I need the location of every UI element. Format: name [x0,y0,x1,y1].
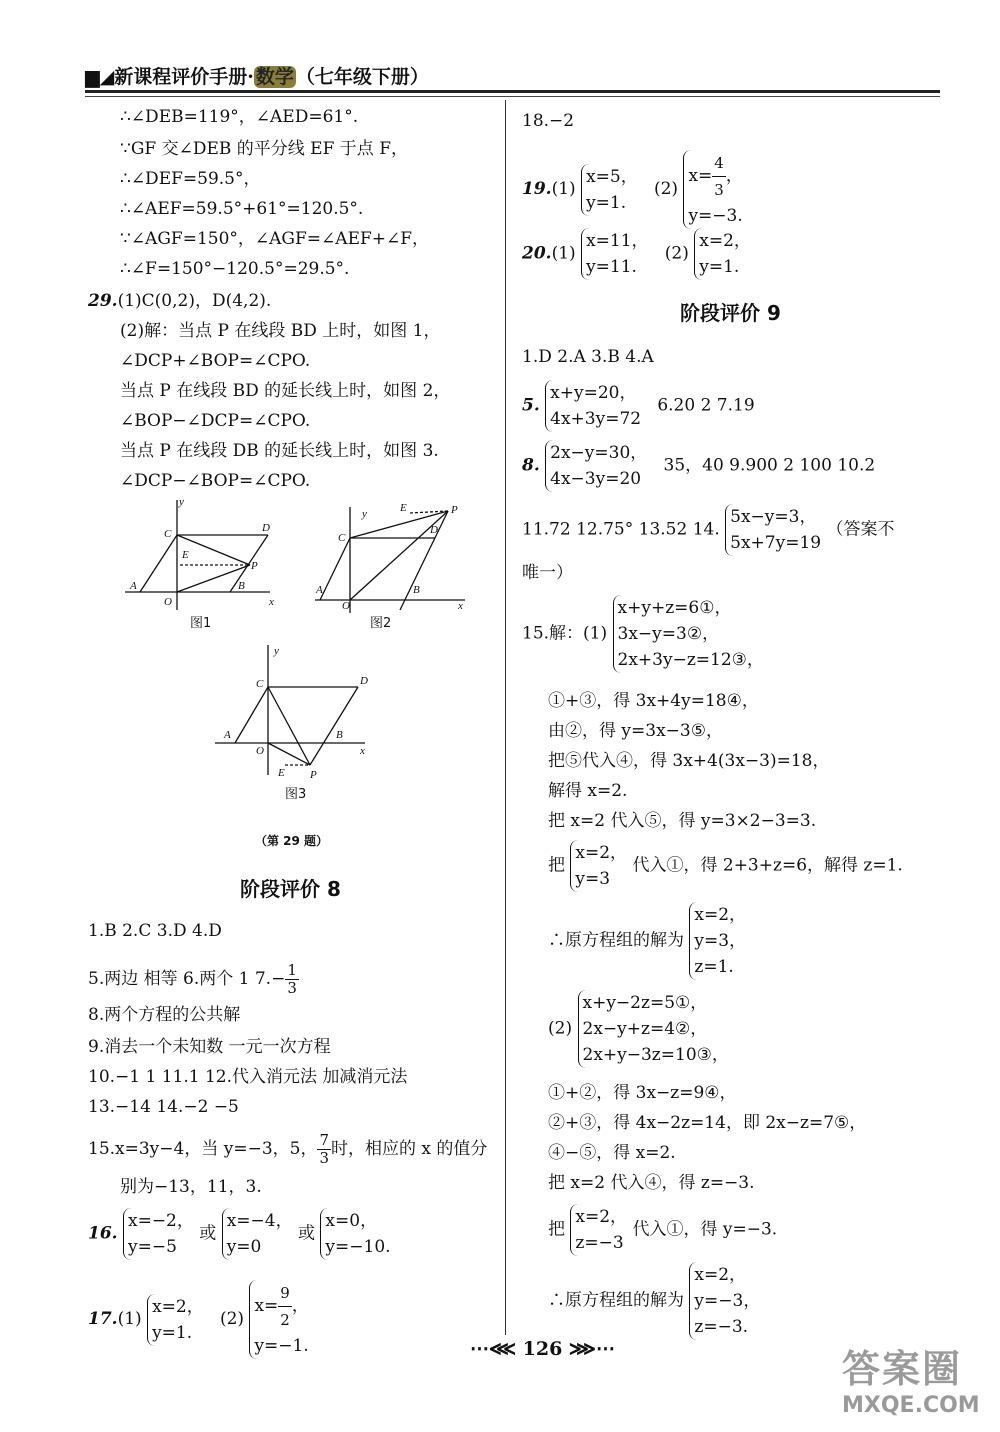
proof-line: ∴∠F=150°−120.5°=29.5°. [120,259,350,279]
svg-text:A: A [224,729,231,741]
solution-step: 把 x=2 代入⑤，得 y=3×2−3=3. [548,811,817,831]
svg-text:D: D [430,524,438,536]
equation: y=1. [586,192,627,213]
svg-text:P: P [451,504,458,516]
equation: 5x−y=3， [730,507,817,527]
numerator: 4 [712,150,726,177]
equation-system [689,902,746,980]
answer-text: 或 [298,1223,316,1244]
answer-text: 时，相应的 x 的值分 [331,1139,488,1159]
equation: x=2， [699,231,751,251]
answer-text: 当点 P 在线段 DB 的延长线上时，如图 3. [120,441,439,461]
equation: y=0 [226,1237,262,1257]
equation: z=−3 [575,1233,624,1253]
question-number: 8. [522,455,540,476]
numerator: 9 [278,1280,292,1307]
solution-step: 由②，得 y=3x−3⑤， [548,721,723,741]
question-number: 5. [522,395,540,416]
figure-group-caption: （第 29 题） [255,834,329,848]
figure-caption: 图3 [285,787,307,802]
part-label: (1) [117,1309,142,1329]
question-number: 19. [522,179,552,199]
proof-line: ∴∠DEB=119°，∠AED=61°. [120,107,359,127]
svg-text:E: E [400,502,407,514]
svg-text:A: A [130,580,137,592]
svg-text:E: E [182,549,189,561]
svg-text:C: C [338,532,346,544]
equation: 3x−y=3②， [617,624,720,644]
part-label: (2) [219,1309,245,1329]
svg-text:C: C [256,678,264,690]
denominator: 3 [287,979,297,997]
header-rule [85,90,940,93]
solution-step: ④−⑤，得 x=2. [548,1143,676,1163]
equation-system [545,440,647,492]
equation: y=3， [694,931,747,951]
equation: 2x−y+z=4②， [582,1019,708,1039]
equation: y=−10. [325,1237,391,1257]
proof-line: ∵∠AGF=150°，∠AGF=∠AEF+∠F， [120,229,430,249]
part-label: (2) [548,1018,573,1039]
book-icon: ▆◢ [85,66,115,88]
equation-system [581,164,638,216]
svg-text:P: P [310,769,317,780]
svg-text:B: B [413,584,420,596]
fraction [278,1280,292,1333]
answer-text: 或 [199,1223,217,1244]
answer-text: 35，40 9.900 2 100 10.2 [663,455,876,476]
solution-step: ①+②，得 3x−z=9④， [548,1083,737,1103]
solution-step: 把 x=2 代入④，得 z=−3. [548,1173,755,1193]
equation-system [613,595,764,673]
svg-text:x: x [269,596,274,608]
solution-step: 解得 x=2. [548,781,628,801]
equation: 2x−y=30， [550,443,648,463]
svg-text:O: O [256,745,264,757]
ornament-right-icon: ⋙⋯ [562,1338,615,1360]
equation-system [570,1204,627,1256]
answer-text: 别为−13，11，3. [120,1177,262,1197]
figure-caption: 图1 [190,616,212,631]
proof-line: ∵GF 交∠DEB 的平分线 EF 于点 F， [120,139,408,159]
solution-step: ①+③，得 3x+4y=18④， [548,691,759,711]
equation: y=11. [586,257,637,277]
equation: 5x+7y=19 [730,533,822,553]
answer-text: 15.x=3y−4，当 y=−3，5， [88,1139,318,1159]
answer-text: 1.D 2.A 3.B 4.A [522,347,654,367]
answer-text: 6.20 2 7.19 [657,395,755,416]
equation-system [578,990,729,1068]
part-label: (2) [664,243,689,264]
equation: x=11， [586,231,649,251]
column-divider [505,100,506,1335]
svg-text:B: B [238,580,245,592]
answer-text: ∠BOP−∠DCP=∠CPO. [120,411,311,431]
question-number: 29. [88,291,118,311]
equation-system [694,228,751,280]
solution-step: 把 [548,855,565,876]
svg-text:D: D [262,522,270,534]
equation-system [725,504,821,556]
svg-text:B: B [336,729,343,741]
equation-system: x= $\frac{9}{2}$ ， y=−1. [249,1280,308,1359]
equation-system [222,1208,293,1260]
equation-system [689,1262,760,1340]
equation: z=−3. [694,1317,749,1337]
svg-text:A: A [316,584,323,596]
answer-text: 1.B 2.C 3.D 4.D [88,921,222,941]
numerator: 7 [319,1131,330,1149]
equation: x+y+z=6①， [617,598,732,618]
question-number: 16. [88,1223,118,1244]
svg-text:E: E [278,767,285,779]
svg-text:O: O [342,600,350,612]
answer-text: 5.两边 相等 6.两个 1 7.− [88,969,286,989]
equation: y=−5 [127,1237,177,1257]
equation: x+y−2z=5①， [582,993,708,1013]
denominator: 3 [714,181,724,199]
answer-text: 11.72 12.75° 13.52 14. [522,519,720,540]
proof-line: ∴∠DEF=59.5°， [120,169,261,189]
answer-text: 唯一） [522,563,573,583]
answer-text: 9.消去一个未知数 一元一次方程 [88,1037,331,1057]
solution-step: 把 [548,1219,565,1240]
answer-text: 18.−2 [522,111,575,131]
svg-text:x: x [458,600,463,612]
solution-step: ∴原方程组的解为 [548,1290,684,1311]
answer-text: 10.−1 1 11.1 12.代入消元法 加减消元法 [88,1067,408,1087]
header-rule-thin [85,96,940,97]
ornament-left-icon: ⋯⋘ [470,1338,523,1360]
numerator: 1 [287,961,297,979]
equation: x=2， [694,905,747,925]
watermark-title: 答案圈 [842,1347,963,1391]
equation-system: x= $\frac{4}{3}$ ， y=−3. [683,150,742,229]
watermark-url: MXQE.COM [842,1393,980,1418]
svg-text:y: y [179,496,184,508]
header-grade: （七年级下册） [295,66,429,88]
equation: 2x+y−3z=10③， [582,1045,729,1065]
denominator: 3 [319,1149,330,1167]
equation-system [581,228,648,280]
question-number: 20. [522,243,552,264]
question-number: 15.解：(1) [522,623,608,644]
equation: x= [688,166,713,186]
equation: x=0， [325,1211,378,1231]
denominator: 2 [280,1311,290,1329]
equation: x=2， [575,843,628,863]
equation: y=1. [152,1322,193,1343]
page-number-value: 126 [522,1338,563,1360]
question-number: 17. [88,1309,118,1329]
header-title: 新课程评价手册· [114,66,254,88]
svg-text:O: O [164,596,172,608]
part-label: (2) [653,179,679,199]
equation-system [545,380,641,432]
equation: x=2， [152,1296,204,1317]
figure-1-diagram [120,495,290,615]
equation: x=−2， [127,1211,194,1231]
svg-text:y: y [274,645,279,657]
svg-text:x: x [360,745,365,757]
fraction [317,1132,331,1167]
answer-text: （答案不 [826,519,895,540]
equation: x=5， [586,166,638,187]
answer-text: 8.两个方程的公共解 [88,1005,241,1025]
figure-3-diagram [210,640,375,780]
watermark [842,1338,992,1418]
equation: x=2， [694,1265,747,1285]
answer-text: (1)C(0,2)，D(4,2). [117,291,272,311]
equation: y=3 [575,869,611,889]
part-label: (1) [551,179,576,199]
equation: x=2， [575,1207,628,1227]
figure-caption: 图2 [370,616,392,631]
equation: 4x−3y=20 [550,469,642,489]
equation-system [147,1294,204,1346]
equation: y=1. [699,257,740,277]
proof-line: ∴∠AEF=59.5°+61°=120.5°. [120,199,364,219]
answer-text: (2)解：当点 P 在线段 BD 上时，如图 1， [120,321,441,341]
equation: x=−4， [226,1211,293,1231]
equation: y=−1. [254,1336,309,1356]
svg-text:C: C [164,528,172,540]
svg-text:D: D [360,675,368,687]
svg-text:y: y [362,508,367,520]
equation-system [570,840,627,892]
answer-text: 当点 P 在线段 BD 的延长线上时，如图 2， [120,381,451,401]
answer-text: 13.−14 14.−2 −5 [88,1097,239,1117]
solution-step: 把⑤代入④，得 3x+4(3x−3)=18， [548,751,830,771]
equation-system [320,1208,390,1260]
section-title: 阶段评价 9 [680,301,781,325]
page-number [470,1338,615,1360]
header-subject: 数学 [255,66,294,88]
answer-text: ∠DCP−∠BOP=∠CPO. [120,471,311,491]
fraction [285,962,299,997]
page-header [85,62,429,89]
equation: z=1. [694,957,734,977]
part-label: (1) [551,243,576,264]
equation: y=−3， [694,1291,761,1311]
figure-2-diagram [310,495,470,615]
section-title: 阶段评价 8 [240,877,341,901]
solution-step: 代入①，得 2+3+z=6，解得 z=1. [632,855,903,876]
solution-step: 代入①，得 y=−3. [632,1219,778,1240]
equation-system [123,1208,194,1260]
fraction [712,150,726,203]
solution-step: ∴原方程组的解为 [548,930,684,951]
equation: y=−3. [688,206,743,226]
answer-text: ∠DCP+∠BOP=∠CPO. [120,351,311,371]
equation: 2x+3y−z=12③， [617,650,764,670]
solution-step: ②+③，得 4x−2z=14，即 2x−z=7⑤， [548,1113,867,1133]
svg-text:P: P [251,560,258,572]
equation: 4x+3y=72 [550,409,642,429]
equation: x+y=20， [550,383,637,403]
equation: x= [254,1296,279,1316]
